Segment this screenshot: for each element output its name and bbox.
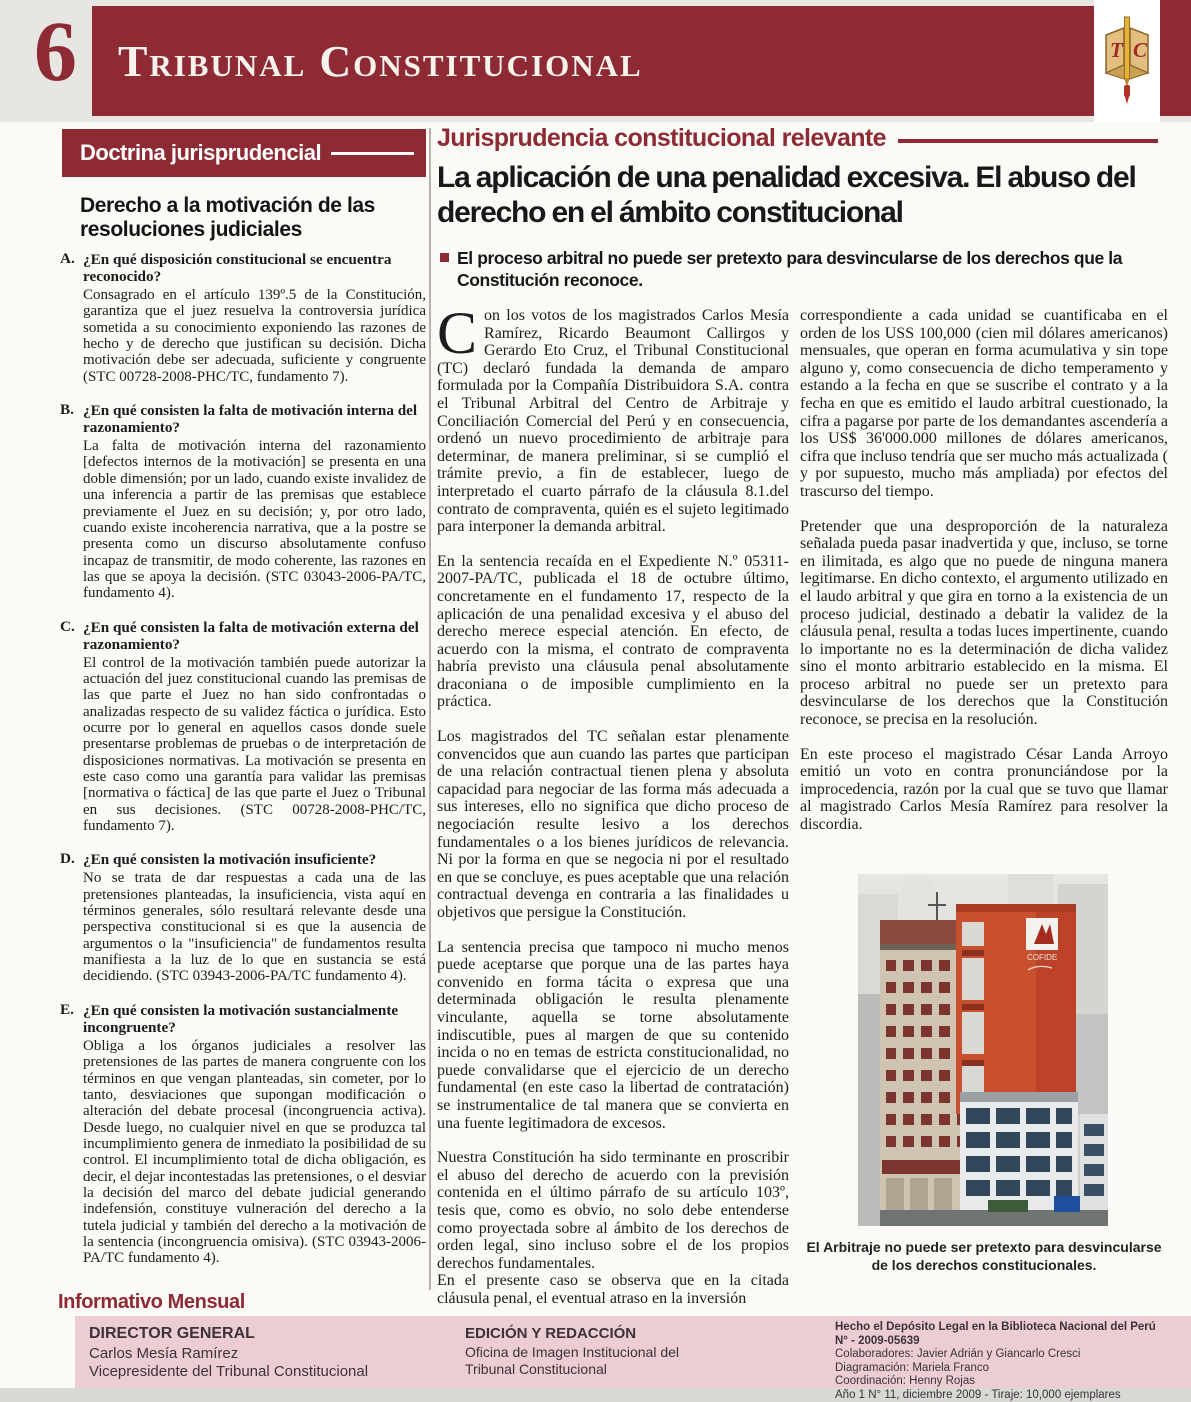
doctrina-item-c [60,619,426,835]
kicker-row [437,124,1158,153]
standfirst-text: El proceso arbitral no puede ser pretexto para desvincularse de los derechos que la Constitución reconoce. [457,248,1123,291]
item-answer: La falta de motivación interna del razonamiento [defectos internos de la motivación] se presenta en una doble dimensión; por un lado, cuando existe invalidez de una inferencia a partir de las premisas que establece previamente el Juez en su decisión; y, por otro lado, cuando existe incoherencia narrativa, que a la postre se presenta como un discurso absolutamente confuso incapaz de transmitir, de modo coherente, las razones en las que se apoya la decisión. (STC 03043-2006-PA/TC, fundamento 4). [83,438,426,602]
page-number: 6 [34,3,77,99]
item-question: ¿En qué consisten la motivación insuficiente? [83,851,377,869]
kicker: Jurisprudencia constitucional relevante [437,124,886,152]
item-letter: B. [60,401,74,419]
coordination: Coordinación: Henny Rojas [835,1375,975,1388]
article-paragraph: En la sentencia recaída en el Expediente N.º 05311-2007-PA/TC, publicada el 18 de octubre último, concretamente en el fundamento 17, respecto de la aplicación de una penalidad excesiva y el abuso del derecho merece especial atención. En efecto, de acuerdo con la misma, el contrato de compraventa habría previsto una cláusula penal absolutamente draconiana o de imposible cumplimiento en la práctica. [437,552,789,711]
doctrina-item-b [60,402,426,601]
paragraph-text: on los votos de los magistrados Carlos Mesía Ramírez, Ricardo Beaumont Callirgos y Gerardo Eto Cruz, el Tribunal Constitucional (TC) declaró fundada la demanda de amparo formulada por la Compañía Distribuidora S.A. contra el Tribunal Arbitral del Centro de Arbitraje y Conciliación Comercial del Perú y en consecuencia, ordenó un nuevo procedimiento de arbitraje para determinar, de manera preliminar, si se cumplió el trámite previo, a fin de establecer, luego de interpretado el cuarto párrafo de la cláusula 8.1.del contrato de compraventa, quién es el sujeto legitimado para interponer la demanda arbitral. [437,307,789,536]
item-letter: D. [60,850,75,868]
doctrina-label: Doctrina jurisprudencial [80,140,322,165]
item-question: ¿En qué consisten la motivación sustancialmente incongruente? [83,1001,399,1036]
news-photo [858,874,1108,1226]
doctrina-rule [331,152,414,155]
director-name: Carlos Mesía Ramírez [89,1345,239,1362]
tc-book-logo-icon [1102,13,1152,110]
article-paragraph: correspondiente a cada unidad se cuantificaba en el orden de los USS 100,000 (cien mil dólares americanos) mensuales, que operan en forma acumulativa y sin tope alguno y, como consecuencia de dicho temperamento y estando a la fecha en que se suscribe el contrato y a la fecha en que es emitido el laudo arbitral cuestionado, la cifra a pagarse por parte de los demandantes ascendería a los US$ 36'000.000 millones de dólares americanos, cifra que incluso tendría que ser mucho más actualizada ( y por supuesto, mucho más ampliada) por efectos del trascurso del tiempo. [800,307,1168,500]
standfirst [440,247,1154,291]
doctrina-item-d [60,851,426,984]
item-question: ¿En qué disposición constitucional se encuentra reconocido? [83,251,392,286]
main-article-title: La aplicación de una penalidad excesiva. El abuso del derecho en el ámbito constitucional [437,161,1136,230]
legal-number: N° - 2009-05639 [835,1334,920,1347]
edition-line: Oficina de Imagen Institucional del [465,1344,680,1360]
item-letter: A. [60,250,75,267]
doctrina-item-e [60,1002,426,1267]
article-paragraph: En este proceso el magistrado César Landa Arroyo emitió un voto en contra pronunciándose por la improcedencia, razón por la cual que se tuvo que llamar al magistrado Carlos Mesía Ramírez para resolver la discordia. [800,745,1168,834]
director-role: Vicepresidente del Tribunal Constitucional [89,1363,369,1380]
doctrina-section-header [62,129,426,177]
article-paragraph: En el presente caso se observa que en la citada cláusula penal, el eventual atraso en la inversión [437,1272,789,1307]
article-paragraph: Nuestra Constitución ha sido terminante en proscribir el abuso del derecho de acuerdo con la previsión contenida en el último párrafo de su artículo 103º, tesis que, como es obvio, no solo debe entenderse como proyectada sobre al ámbito de los derechos de orden legal, sino incluso sobre el de los propios derechos fundamentales. [437,1149,789,1272]
article-column-1 [437,300,789,1324]
svg-text:T: T [1110,37,1123,62]
svg-text:C: C [1133,37,1148,62]
item-question: ¿En qué consisten la falta de motivación interna del razonamiento? [83,402,418,437]
item-answer: Consagrado en el artículo 139º.5 de la Constitución, garantiza que el juez resuelva la controversia jurídica sometida a su conocimiento exponiendo las razones de hecho y de derecho que justifican su decisión. Dicha motivación debe ser adecuada, suficiente y congruente (STC 00728-2008-PHC/TC, fundamento 7). [83,287,426,385]
square-bullet-icon [440,253,449,262]
item-letter: C. [60,617,75,635]
footer-label: Informativo Mensual [58,1291,245,1313]
photo-caption: El Arbitraje no puede ser pretexto para desvincularse de los derechos constitucionales. [806,1239,1162,1274]
doctrina-qa-list [60,251,426,1284]
logo-panel [1094,0,1160,122]
masthead-banner [92,6,1094,116]
item-question: ¿En qué consisten la falta de motivación externa del razonamiento? [83,618,419,653]
director-title: DIRECTOR GENERAL [89,1325,255,1342]
edition-info: Año 1 N° 11, diciembre 2009 - Tiraje: 10,000 ejemplares [835,1388,1121,1401]
article-paragraph: Pretender que una desproporción de la naturaleza señalada pueda pasar inadvertida y que, incluso, se torne en ilimitada, es algo que no puede de ninguna manera legitimarse. En dicho contexto, el argumento utilizado en el laudo arbitral y que gira en torno a la existencia de un proceso judicial, destinado a debatir la validez de la cláusula penal, resulta a todas luces impertinente, cuando lo importante no es la determinación de dicha validez sino el monto arbitrario establecido en la misma. El proceso arbitral no puede ser un pretexto para desvincularse de los derechos que la Constitución reconoce, se precisa en la resolución. [800,517,1168,729]
left-article-title: Derecho a la motivación de las resoluciones judiciales [80,194,375,241]
collaborators: Colaboradores: Javier Adrián y Giancarlo Cresci [835,1348,1081,1361]
edition-line: Tribunal Constitucional [465,1360,607,1377]
article-column-2 [800,307,1168,851]
footer-director-block [89,1325,368,1381]
building-sign: COFIDE [1027,953,1058,962]
item-answer: No se trata de dar respuestas a cada una de las pretensiones planteadas, la insuficiencia, vista aquí en términos generales, sólo resultará relevante desde una perspectiva constitucional si es que la ausencia de argumentos o la "insuficiencia" de fundamentos resulta manifiesta a la luz de lo que en sustancia se está decidiendo. (STC 03943-2006-PA/TC fundamento 4). [83,870,426,985]
drop-cap: C [437,300,478,366]
article-paragraph: Los magistrados del TC señalan estar plenamente convencidos que aun cuando las partes que participan de una relación contractual tienen plena y absoluta capacidad para negociar de las forma más adecuada a sus intereses, ello no significa que dicho proceso de negociación resulte lesivo a los derechos fundamentales o a los bienes jurídicos de relevancia. Ni por la forma en que se negocia ni por el resultado en que se concluye, es pues aceptable que una relación contractual devenga en contraria a las finalidades u objetivos que persigue la Constitución. [437,728,789,921]
footer-legal-block [835,1321,1156,1402]
legal-line: Hecho el Depósito Legal en la Biblioteca Nacional del Perú [835,1321,1156,1333]
footer-edition-block [465,1325,679,1378]
item-letter: E. [60,1000,74,1018]
article-paragraph: La sentencia precisa que tampoco ni mucho menos puede aceptarse que porque una de las partes haya convenido en forma tácita o expresa que una determinada obligación le resulta plenamente vinculante, aquella se torne absolutamente indiscutible, pues al margen de que su contenido incida o no en temas de estricta constitucionalidad, no puede convalidarse que el ejercicio de un derecho fundamental (en este caso la libertad de contratación) se instrumentalice de tal manera que se convierta en una fuente legitimadora de excesos. [437,938,789,1132]
article-paragraph [437,300,789,536]
item-answer: El control de la motivación también puede autorizar la actuación del juez constitucional cuando las premisas de las que parte el Juez no han sido confrontadas o analizadas respecto de su validez fáctica o jurídica. Esto ocurre por lo general en aquellos casos donde suele presentarse problemas de pruebas o de interpretación de disposiciones normativas. La motivación se presenta en este caso como una garantía para validar las premisas [normativa o fáctica] de las que parte el Juez o Tribunal en sus decisiones. (STC 00728-2008-PHC/TC, fundamento 7). [83,654,426,835]
masthead-title: Tribunal Constitucional [118,36,643,86]
layout-credit: Diagramación: Mariela Franco [835,1361,990,1374]
doctrina-item-a [60,251,426,385]
footer-band [75,1316,1191,1401]
item-answer: Obliga a los órganos judiciales a resolver las pretensiones de las partes de manera congruente con los términos en que vengan planteadas, sin cometer, por lo tanto, desviaciones que supongan modificación o alteración del debate procesal (incongruencia activa). Desde luego, no cualquier nivel en que se produzca tal incumplimiento genera de inmediato la posibilidad de su control. El incumplimiento total de dicha obligación, es decir, el dejar incontestadas las pretensiones, o el desviar la decisión del marco del debate judicial generando indefensión, constituye vulneración del derecho a la tutela judicial y también del derecho a la motivación de la sentencia (incongruencia omisiva). (STC 03943-2006-PA/TC fundamento 4). [83,1037,426,1267]
kicker-rule [898,139,1158,143]
column-divider [429,128,431,1290]
header-right-stripe [1160,0,1191,116]
edition-title: EDICIÓN Y REDACCIÓN [465,1325,637,1342]
